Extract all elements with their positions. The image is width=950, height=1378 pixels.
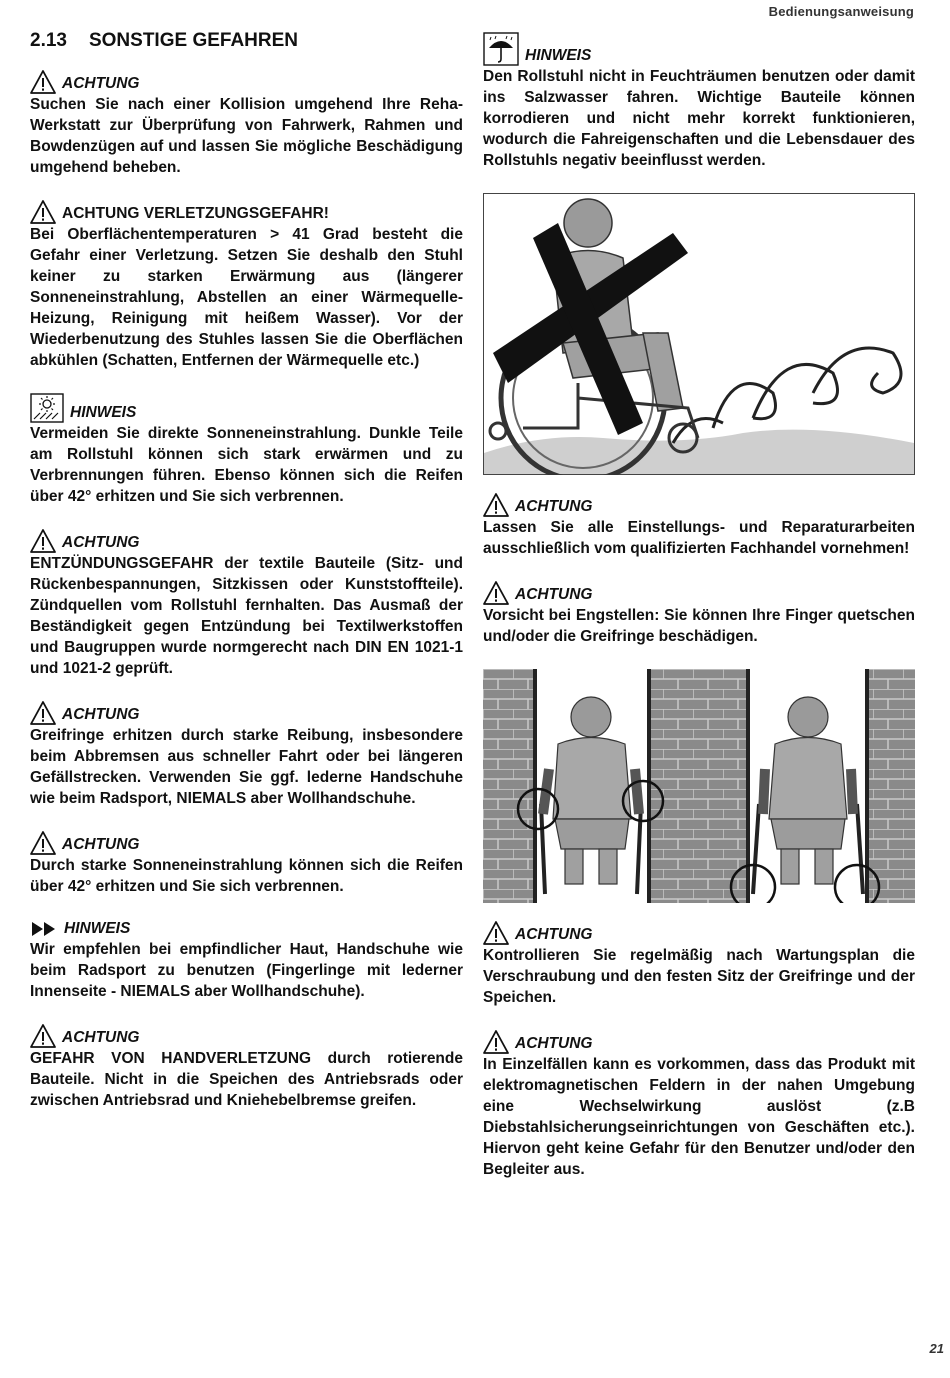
notice-heading-row xyxy=(483,32,915,66)
notice-block-hinweis xyxy=(30,919,463,1002)
page-number: 21 xyxy=(929,1341,944,1356)
notice-text: Durch starke Sonneneinstrahlung können sich die Reifen über 42° erhitzen und Sie sich verbrennen. xyxy=(30,857,463,895)
notice-heading: HINWEIS xyxy=(70,404,137,421)
notice-text: ENTZÜNDUNGSGEFAHR der textile Bauteile (Sitz- und Rückenbespannungen, Sitzkissen oder Kunststoffteile). Zündquellen vom Rollstuhl fernhalten. Das Ausmaß der Beständigkeit gegen Entzündung bei Textilwerkstoffen und Baugruppen wurde normgerecht nach DIN EN 1021-1 und 1021-2 geprüft. xyxy=(30,555,463,677)
notice-text: GEFAHR VON HANDVERLETZUNG durch rotierende Bauteile. Nicht in die Speichen des Antriebsrads oder zwischen Antriebsrad und Kniehebelbremse greifen. xyxy=(30,1050,463,1109)
left-blocks xyxy=(30,70,463,1111)
notice-heading-row xyxy=(483,1030,915,1054)
notice-text: Lassen Sie alle Einstellungs- und Reparaturarbeiten ausschließlich vom qualifizierten Fachhandel vornehmen! xyxy=(483,519,915,557)
notice-text: Suchen Sie nach einer Kollision umgehend Ihre Reha-Werkstatt zur Überprüfung von Fahrwerk, Rahmen und Bowdenzügen auf und lassen Sie mögliche Beschädigung umgehend beheben. xyxy=(30,96,463,176)
notice-block-achtung xyxy=(30,529,463,679)
right-column xyxy=(483,28,915,1202)
warning-triangle-icon xyxy=(30,529,56,553)
notice-block-achtung xyxy=(483,1030,915,1180)
warning-triangle-icon xyxy=(30,831,56,855)
notice-text: Vermeiden Sie direkte Sonneneinstrahlung. Dunkle Teile am Rollstuhl können sich stark erwärmen und zu Verbrennungen führen. Ebenso können sich die Reifen über 42° erhitzen und Sie sich verbrennen. xyxy=(30,425,463,505)
notice-heading-row xyxy=(30,701,463,725)
notice-heading: ACHTUNG xyxy=(515,1035,593,1052)
figure-narrow-passage xyxy=(483,669,915,903)
notice-block-hinweis xyxy=(30,393,463,507)
running-header: Bedienungsanweisung xyxy=(768,4,914,19)
notice-block-achtung xyxy=(30,1024,463,1111)
umbrella-rain-icon xyxy=(483,32,519,66)
notice-heading: ACHTUNG xyxy=(515,926,593,943)
notice-heading: ACHTUNG xyxy=(62,706,140,723)
left-column xyxy=(30,28,463,1133)
notice-heading-row xyxy=(30,200,463,224)
right-mid-blocks xyxy=(483,493,915,647)
notice-text: Wir empfehlen bei empfindlicher Haut, Handschuhe wie beim Radsport zu benutzen (Fingerlinge mit lederner Innenseite - NIEMALS aber Wollhandschuhe). xyxy=(30,941,463,1000)
notice-heading: ACHTUNG xyxy=(515,586,593,603)
warning-triangle-icon xyxy=(483,493,509,517)
notice-heading: ACHTUNG xyxy=(62,836,140,853)
double-arrow-icon xyxy=(30,919,58,939)
notice-heading-row xyxy=(483,921,915,945)
notice-block-achtung xyxy=(483,921,915,1008)
section-heading: SONSTIGE GEFAHREN xyxy=(88,30,299,51)
notice-text: Vorsicht bei Engstellen: Sie können Ihre Finger quetschen und/oder die Greifringe beschädigen. xyxy=(483,607,915,645)
notice-heading: HINWEIS xyxy=(64,920,131,937)
warning-triangle-icon xyxy=(30,701,56,725)
warning-triangle-icon xyxy=(483,581,509,605)
right-bottom-blocks xyxy=(483,921,915,1180)
notice-block-achtung xyxy=(30,831,463,897)
notice-heading-row xyxy=(483,581,915,605)
notice-block-hinweis xyxy=(483,32,915,171)
notice-heading: ACHTUNG xyxy=(62,534,140,551)
notice-block-achtung xyxy=(483,493,915,559)
notice-block-achtung xyxy=(30,70,463,178)
notice-block-achtung xyxy=(30,701,463,809)
warning-triangle-icon xyxy=(483,921,509,945)
notice-heading-row xyxy=(30,70,463,94)
notice-heading: ACHTUNG VERLETZUNGSGEFAHR! xyxy=(62,205,329,222)
right-top-block xyxy=(483,32,915,171)
notice-block-achtung-verletzungsgefahr xyxy=(30,200,463,371)
notice-heading: ACHTUNG xyxy=(62,75,140,92)
notice-heading-row xyxy=(30,393,463,423)
notice-heading-row xyxy=(30,919,463,939)
notice-heading-row xyxy=(30,831,463,855)
figure-saltwater-warning xyxy=(483,193,915,475)
notice-heading: HINWEIS xyxy=(525,47,592,64)
notice-heading-row xyxy=(30,529,463,553)
section-title xyxy=(30,30,463,52)
warning-triangle-icon xyxy=(30,1024,56,1048)
notice-heading-row xyxy=(30,1024,463,1048)
warning-triangle-icon xyxy=(30,200,56,224)
notice-heading: ACHTUNG xyxy=(62,1029,140,1046)
notice-text: Den Rollstuhl nicht in Feuchträumen benutzen oder damit ins Salzwasser fahren. Wichtige Bauteile können korrodieren und nicht mehr korrekt funktionieren, wodurch die Fahreigenschaften und die Lebensdauer des Rollstuhls negativ beeinflusst werden. xyxy=(483,68,915,169)
notice-text: Greifringe erhitzen durch starke Reibung, insbesondere beim Abbremsen aus schneller Fahrt oder bei längeren Gefällstrecken. Verwenden Sie ggf. lederne Handschuhe wie beim Radsport, NIEMALS aber Wollhandschuhe. xyxy=(30,727,463,807)
section-number: 2.13 xyxy=(30,30,67,51)
notice-text: Kontrollieren Sie regelmäßig nach Wartungsplan die Verschraubung und den festen Sitz der Greifringe und der Speichen. xyxy=(483,947,915,1006)
notice-heading-row xyxy=(483,493,915,517)
notice-text: In Einzelfällen kann es vorkommen, dass das Produkt mit elektromagnetischen Feldern in der nahen Umgebung eine Wechselwirkung auslöst (z.B Diebstahlsicherungseinrichtungen von Geschäften etc.). Hiervon geht keine Gefahr für den Benutzer und/oder den Begleiter aus. xyxy=(483,1056,915,1178)
warning-triangle-icon xyxy=(30,70,56,94)
warning-triangle-icon xyxy=(483,1030,509,1054)
notice-block-achtung xyxy=(483,581,915,647)
notice-text: Bei Oberflächentemperaturen > 41 Grad besteht die Gefahr einer Verletzung. Setzen Sie deshalb den Stuhl keiner zu starken Erwärmung aus (längerer Sonneneinstrahlung, Abstellen an einer Wärmequelle-Heizung, Reinigung mit heißem Wasser). Vor der Wiederbenutzung des Stuhles lassen Sie die Oberflächen abkühlen (Schatten, Entfernen der Wärmequelle etc.) xyxy=(30,226,463,369)
sun-heat-icon xyxy=(30,393,64,423)
notice-heading: ACHTUNG xyxy=(515,498,593,515)
